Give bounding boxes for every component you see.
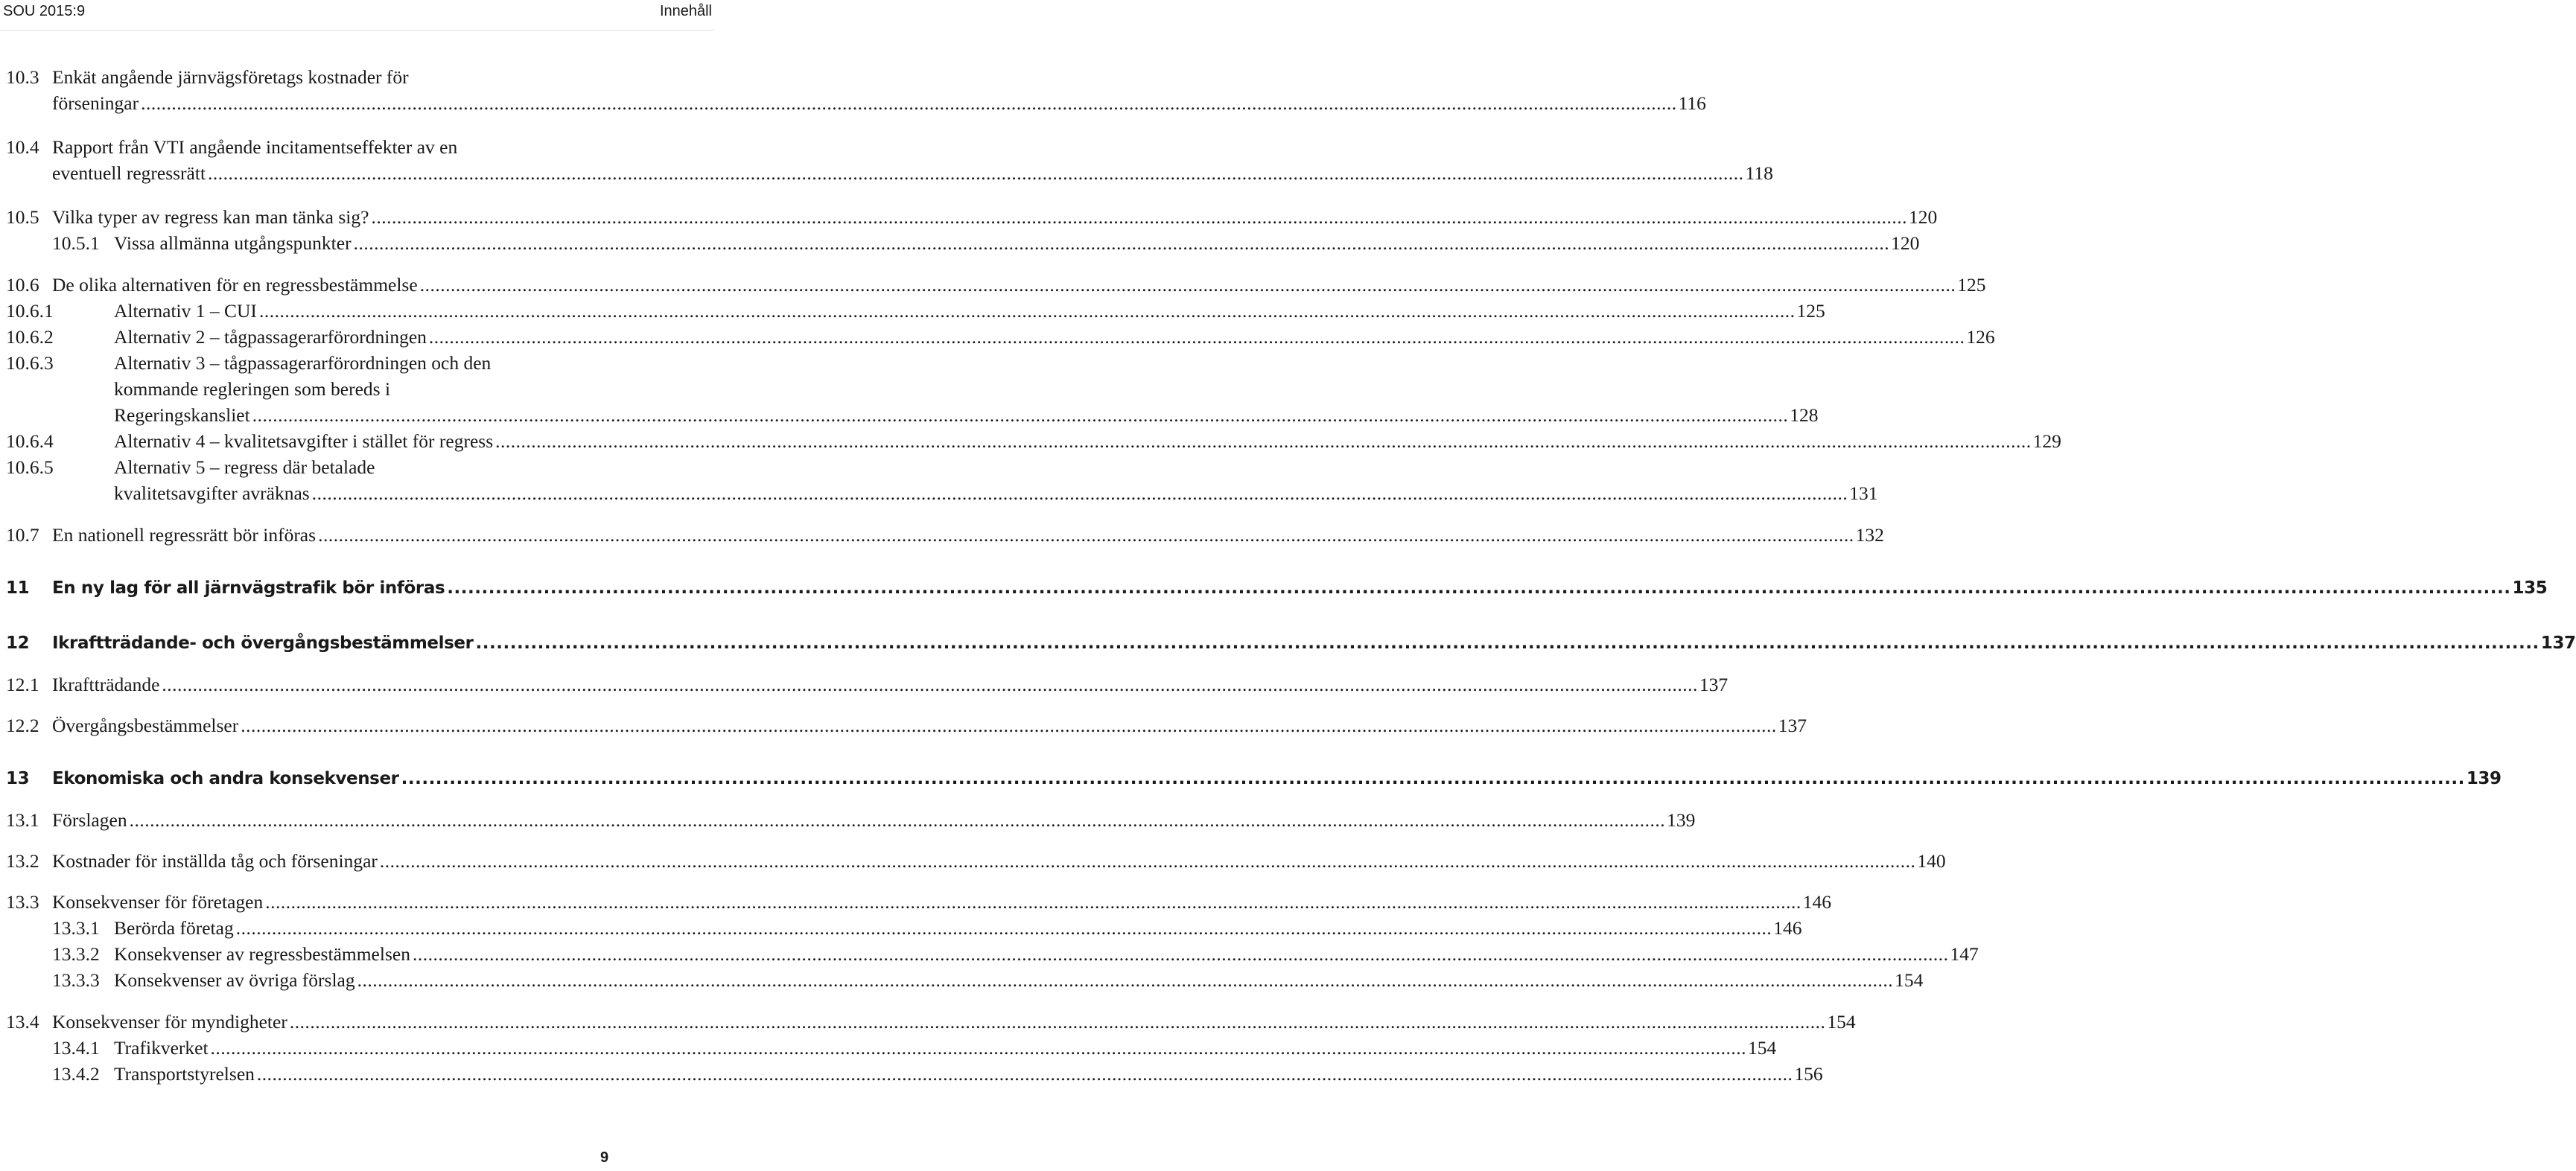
toc-entry-title: Förslagen	[52, 809, 127, 831]
toc-entry-title: Transportstyrelsen	[114, 1063, 255, 1085]
dot-leader: ............................................................................................................................................................................................................................................................................................................	[210, 1037, 1747, 1059]
toc-entry-page: 146	[1802, 891, 1831, 913]
toc-entry-title: Konsekvenser av regressbestämmelsen	[114, 943, 410, 965]
toc-entry-title: kvalitetsavgifter avräknas	[114, 482, 310, 504]
toc-entry-number: 12.2	[6, 715, 39, 736]
dot-leader: ............................................................................................................................................................................................................................................................................................................	[447, 578, 2511, 598]
toc-entry-page: 154	[1827, 1011, 1856, 1033]
dot-leader: ............................................................................................................................................................................................................................................................................................................	[311, 482, 1848, 504]
toc-entry-number: 10.6.2	[6, 326, 54, 348]
toc-entry-page: 147	[1950, 943, 1979, 965]
toc-entry-page: 137	[1699, 674, 1729, 695]
toc-entry-page: 154	[1748, 1037, 1777, 1059]
header-divider	[0, 30, 715, 31]
toc-entry-number: 10.4	[6, 136, 39, 158]
dot-leader: ............................................................................................................................................................................................................................................................................................................	[141, 92, 1677, 114]
toc-entry-page: 129	[2032, 430, 2061, 452]
toc-entry-title-line: Alternativ 5 – regress där betalade	[114, 456, 375, 478]
toc-entry-page: 137	[2540, 634, 2576, 653]
toc-entry-page: 120	[1891, 232, 1920, 254]
dot-leader: ............................................................................................................................................................................................................................................................................................................	[208, 162, 1744, 184]
dot-leader: ............................................................................................................................................................................................................................................................................................................	[241, 715, 1777, 736]
toc-entry-number: 13.3.2	[52, 943, 100, 965]
toc-entry-number: 13.4.2	[52, 1063, 100, 1085]
toc-entry-title: Berörda företag	[114, 917, 234, 939]
toc-entry-number: 13	[6, 769, 30, 788]
dot-leader: ............................................................................................................................................................................................................................................................................................................	[258, 300, 1796, 322]
toc-entry-page: 125	[1957, 274, 1986, 296]
toc-entry-number: 10.3	[6, 66, 39, 88]
dot-leader: ............................................................................................................................................................................................................................................................................................................	[353, 232, 1890, 254]
dot-leader: ............................................................................................................................................................................................................................................................................................................	[162, 674, 1698, 695]
toc-entry-page: 146	[1773, 917, 1802, 939]
toc-entry-title-line: Alternativ 3 – tågpassagerarförordningen och den	[114, 352, 492, 374]
toc-entry-page: 118	[1745, 162, 1773, 184]
toc-entry-title: förseningar	[52, 92, 139, 114]
toc-entry-number: 10.6.5	[6, 456, 54, 478]
toc-entry-page: 137	[1778, 715, 1807, 736]
toc-entry-number: 10.5	[6, 206, 39, 228]
dot-leader: ............................................................................................................................................................................................................................................................................................................	[495, 430, 2032, 452]
toc-entry-page: 116	[1678, 92, 1706, 114]
dot-leader: ............................................................................................................................................................................................................................................................................................................	[252, 404, 1789, 426]
toc-entry-number: 10.6.4	[6, 430, 54, 452]
toc-entry-page: 126	[1966, 326, 1995, 348]
toc-entry-number: 13.3	[6, 891, 39, 913]
toc-entry-number: 13.4.1	[52, 1037, 100, 1059]
toc-entry-page: 131	[1849, 482, 1878, 504]
toc-entry-number: 13.2	[6, 850, 39, 872]
toc-entry-page: 139	[1667, 809, 1696, 831]
toc-entry-title: Regeringskansliet	[114, 404, 250, 426]
toc-entry-title: Ekonomiska och andra konsekvenser	[52, 769, 399, 788]
dot-leader: ............................................................................................................................................................................................................................................................................................................	[428, 326, 1965, 348]
toc-entry-number: 13.1	[6, 809, 39, 831]
toc-entry-title: Alternativ 2 – tågpassagerarförordningen	[114, 326, 427, 348]
toc-entry-page: 156	[1794, 1063, 1823, 1085]
toc-entry-page: 132	[1855, 524, 1884, 546]
dot-leader: ............................................................................................................................................................................................................................................................................................................	[235, 917, 1772, 939]
toc-entry-page: 140	[1917, 850, 1946, 872]
toc-entry-number: 13.3.3	[52, 969, 100, 991]
running-header-right: Innehåll	[659, 3, 712, 19]
page-number: 9	[600, 1149, 609, 1166]
toc-entry-title: Vissa allmänna utgångspunkter	[114, 232, 352, 254]
toc-entry-title-line: Rapport från VTI angående incitamentseffekter av en	[52, 136, 458, 158]
toc-entry-title-line: Enkät angående järnvägsföretags kostnader för	[52, 66, 409, 88]
dot-leader: ............................................................................................................................................................................................................................................................................................................	[357, 969, 1894, 991]
toc-entry-title: Ikraftträdande- och övergångsbestämmelser	[52, 634, 474, 653]
dot-leader: ............................................................................................................................................................................................................................................................................................................	[256, 1063, 1793, 1085]
toc-entry-page: 135	[2512, 578, 2548, 598]
toc-entry-title: Ikraftträdande	[52, 674, 160, 695]
toc-entry-page: 128	[1790, 404, 1819, 426]
toc-entry-number: 11	[6, 578, 30, 598]
dot-leader: ............................................................................................................................................................................................................................................................................................................	[379, 850, 1916, 872]
toc-entry-title: Konsekvenser av övriga förslag	[114, 969, 355, 991]
toc-entry-title: En nationell regressrätt bör införas	[52, 524, 317, 546]
toc-entry-number: 10.6.1	[6, 300, 54, 322]
toc-entry-title: Övergångsbestämmelser	[52, 715, 239, 736]
toc-entry-title: Trafikverket	[114, 1037, 209, 1059]
dot-leader: ............................................................................................................................................................................................................................................................................................................	[318, 524, 1854, 546]
toc-entry-page: 139	[2466, 769, 2502, 788]
toc-entry-title: Alternativ 1 – CUI	[114, 300, 257, 322]
toc-entry-number: 10.7	[6, 524, 39, 546]
dot-leader: ............................................................................................................................................................................................................................................................................................................	[129, 809, 1666, 831]
toc-entry-number: 12	[6, 634, 30, 653]
toc-entry-title: eventuell regressrätt	[52, 162, 206, 184]
dot-leader: ............................................................................................................................................................................................................................................................................................................	[475, 634, 2540, 653]
toc-entry-number: 13.3.1	[52, 917, 100, 939]
toc-entry-number: 10.5.1	[52, 232, 100, 254]
toc-entry-title: Alternativ 4 – kvalitetsavgifter i stället för regress	[114, 430, 494, 452]
toc-entry-number: 10.6	[6, 274, 39, 296]
dot-leader: ............................................................................................................................................................................................................................................................................................................	[419, 274, 1956, 296]
toc-entry-title: Konsekvenser för myndigheter	[52, 1011, 287, 1033]
dot-leader: ............................................................................................................................................................................................................................................................................................................	[401, 769, 2465, 788]
toc-entry-page: 120	[1908, 206, 1938, 228]
toc-entry-title: Vilka typer av regress kan man tänka sig?	[52, 206, 369, 228]
running-header-left: SOU 2015:9	[3, 3, 86, 19]
toc-entry-number: 13.4	[6, 1011, 39, 1033]
toc-entry-title: En ny lag för all järnvägstrafik bör införas	[52, 578, 445, 598]
toc-entry-number: 10.6.3	[6, 352, 54, 374]
dot-leader: ............................................................................................................................................................................................................................................................................................................	[289, 1011, 1826, 1033]
dot-leader: ............................................................................................................................................................................................................................................................................................................	[412, 943, 1949, 965]
toc-entry-title: Kostnader för inställda tåg och förseningar	[52, 850, 378, 872]
toc-entry-page: 154	[1895, 969, 1924, 991]
toc-entry-title: De olika alternativen för en regressbestämmelse	[52, 274, 418, 296]
toc-entry-title-line: kommande regleringen som bereds i	[114, 378, 391, 400]
dot-leader: ............................................................................................................................................................................................................................................................................................................	[265, 891, 1801, 913]
dot-leader: ............................................................................................................................................................................................................................................................................................................	[371, 206, 1907, 228]
toc-entry-page: 125	[1796, 300, 1825, 322]
toc-entry-title: Konsekvenser för företagen	[52, 891, 264, 913]
toc-entry-number: 12.1	[6, 674, 39, 695]
